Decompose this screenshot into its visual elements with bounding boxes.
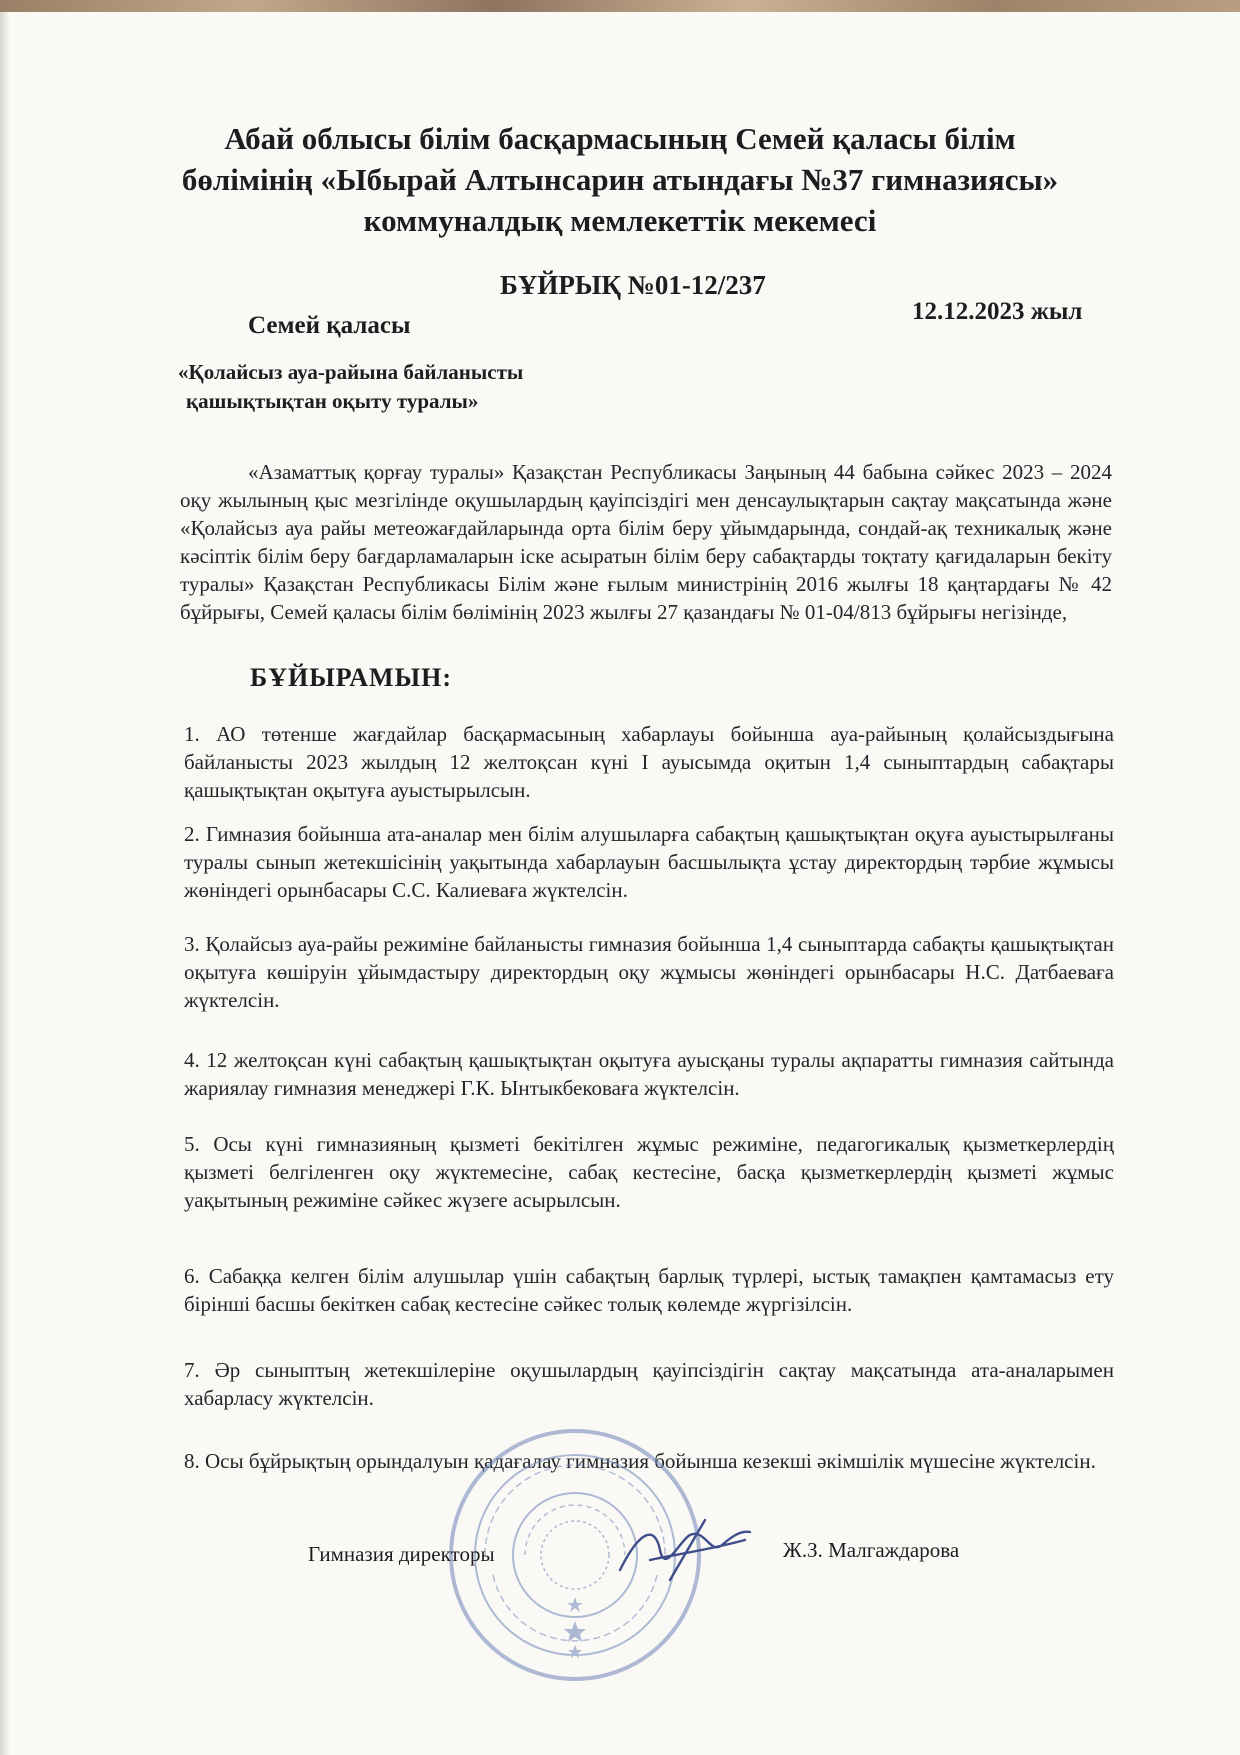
city-label: Семей қаласы xyxy=(248,312,411,339)
order-item-3: 3. Қолайсыз ауа-райы режиміне байланысты гимназия бойынша 1,4 сыныптарда сабақты қашықтықтан оқытуға көшіруін ұйымдастыру директордың оқу жұмысы жөніндегі орынбасары Н.С. Датбаеваға жүктелсін. xyxy=(184,932,1114,1012)
paper-top-edge xyxy=(0,0,1240,12)
page-shadow xyxy=(0,12,10,1755)
order-item-7: 7. Әр сыныптың жетекшілеріне оқушылардың қауіпсіздігін сақтау мақсатында ата-аналарымен хабарласу жүктелсін. xyxy=(184,1358,1114,1410)
order-item-5: 5. Осы күні гимназияның қызметі бекітілген жұмыс режиміне, педагогикалық қызметкерлердің қызметі белгіленген оқу жүктемесіне, сабақ кестесіне, басқа қызметкерлердің қызметі жұмыс уақытының режиміне сәйкес жүзеге асырылсын. xyxy=(184,1132,1114,1212)
order-item-6: 6. Сабаққа келген білім алушылар үшін сабақтың барлық түрлері, ыстық тамақпен қамтамасыз ету бірінші басшы бекіткен сабақ кестесіне сәйкес толық көлемде жүргізілсін. xyxy=(184,1264,1114,1316)
intro-paragraph: «Азаматтық қорғау туралы» Қазақстан Республикасы Заңының 44 бабына сәйкес 2023 – 2024 оқу жылының қыс мезгілінде оқушылардың қауіпсіздігі мен денсаулықтарын сақтау мақсатында және «Қолайсыз ауа райы метеожағдайларында орта білім беру ұйымдарында, сондай-ақ техникалық және кәсіптік білім беру бағдарламаларын іске асыратын білім беру сабақтарды тоқтату қағидаларын бекіту туралы» Қазақстан Республикасы Білім және ғылым министрінің 2016 жылғы 18 қаңтардағы № 42 бұйрығы, Семей қаласы білім бөлімінің 2023 жылғы 27 қазандағы № 01-04/813 бұйрығы негізінде, xyxy=(180,460,1112,624)
organization-title xyxy=(150,118,1090,241)
organization-title-line-1: Абай облысы білім басқармасының Семей қаласы білім xyxy=(224,121,1016,156)
order-item-1: 1. АО төтенше жағдайлар басқармасының хабарлауы бойынша ауа-райының қолайсыздығына байланысты 2023 жылдың 12 желтоқсан күні I ауысымда оқитын 1,4 сыныптардың сабақтары қашықтықтан оқытуға ауыстырылсын. xyxy=(184,722,1114,802)
organization-title-line-3: коммуналдық мемлекеттік мекемесі xyxy=(363,203,877,238)
order-number: БҰЙРЫҚ №01-12/237 xyxy=(500,270,766,300)
order-item-2: 2. Гимназия бойынша ата-аналар мен білім алушыларға сабақтың қашықтықтан оқуға ауыстырылғаны туралы сынып жетекшісінің уақытында хабарлауын басшылықта ұстау директордың тәрбие жұмысы жөніндегі орынбасары С.С. Калиеваға жүктелсін. xyxy=(184,822,1114,902)
order-subject xyxy=(178,358,523,416)
signer-position: Гимназия директоры xyxy=(308,1542,495,1566)
decree-heading: БҰЙЫРАМЫН: xyxy=(250,663,453,692)
order-item-8: 8. Осы бұйрықтың орындалуын қадағалау гимназия бойынша кезекші әкімшілік мүшесіне жүктелсін. xyxy=(184,1449,1096,1473)
order-date: 12.12.2023 жыл xyxy=(912,298,1083,325)
signer-name: Ж.З. Малгаждарова xyxy=(783,1538,960,1562)
order-subject-line-1: «Қолайсыз ауа-райына байланысты xyxy=(178,360,524,384)
organization-title-line-2: бөлімінің «Ыбырай Алтынсарин атындағы №37 гимназиясы» xyxy=(181,162,1059,197)
order-subject-line-2: қашықтықтан оқыту туралы» xyxy=(186,389,479,413)
signature-icon xyxy=(610,1510,760,1590)
order-item-4: 4. 12 желтоқсан күні сабақтың қашықтықтан оқытуға ауысқаны туралы ақпаратты гимназия сайтында жариялау гимназия менеджері Г.К. Ынтыкбековаға жүктелсін. xyxy=(184,1048,1114,1100)
